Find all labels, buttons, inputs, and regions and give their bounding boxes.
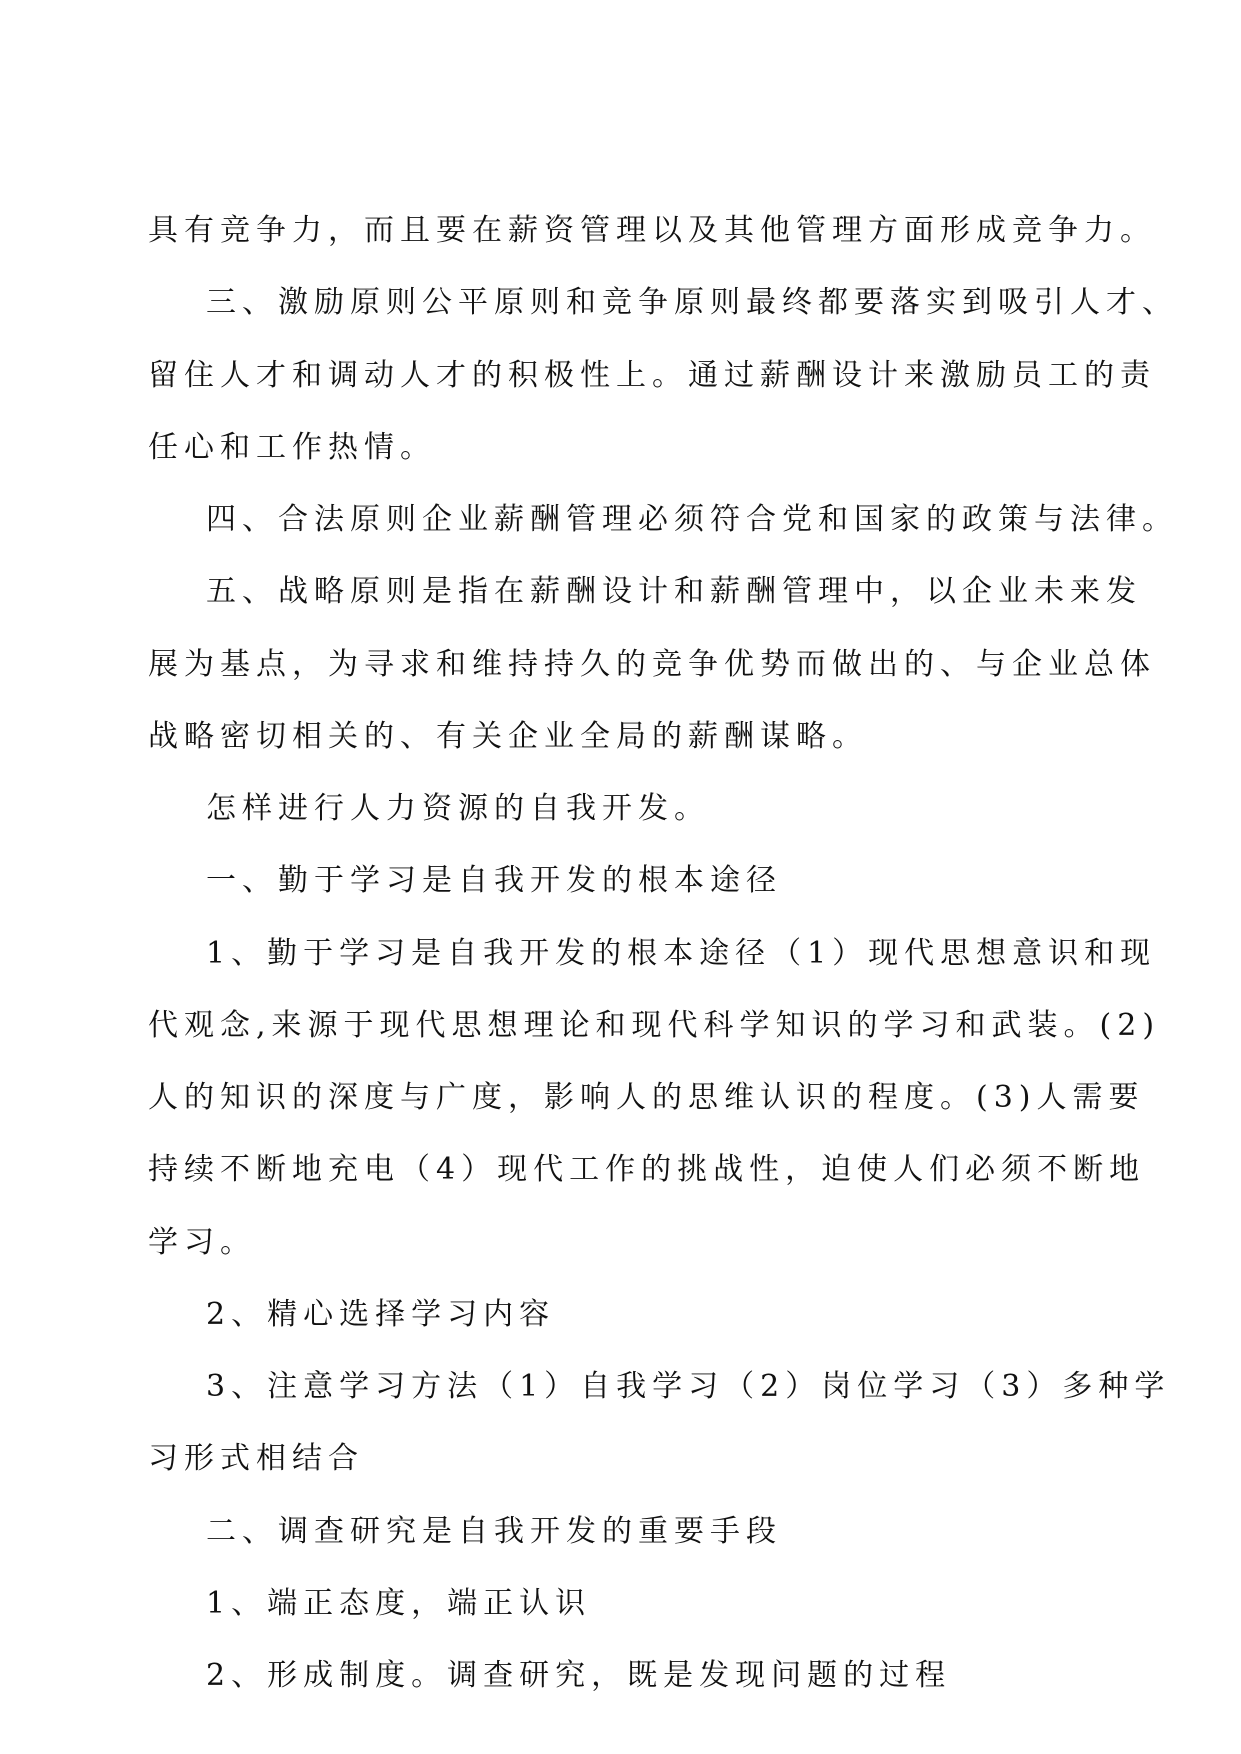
text-line: 1、勤于学习是自我开发的根本途径（1）现代思想意识和现 (206, 936, 1157, 971)
text-line: 留住人才和调动人才的积极性上。通过薪酬设计来激励员工的责 (148, 358, 1156, 393)
text-line: 人的知识的深度与广度，影响人的思维认识的程度。(3)人需要 (148, 1080, 1145, 1115)
text-line: 一、勤于学习是自我开发的根本途径 (206, 863, 782, 898)
text-line: 战略密切相关的、有关企业全局的薪酬谋略。 (148, 719, 868, 754)
text-line: 学习。 (148, 1225, 256, 1260)
text-line: 展为基点，为寻求和维持持久的竞争优势而做出的、与企业总体 (148, 647, 1156, 682)
text-line: 3、注意学习方法（1）自我学习（2）岗位学习（3）多种学 (206, 1369, 1171, 1404)
text-line: 具有竞争力，而且要在薪资管理以及其他管理方面形成竞争力。 (148, 213, 1156, 248)
text-line: 三、激励原则公平原则和竞争原则最终都要落实到吸引人才、 (206, 285, 1178, 320)
text-line: 五、战略原则是指在薪酬设计和薪酬管理中，以企业未来发 (206, 574, 1142, 609)
text-line: 习形式相结合 (148, 1441, 364, 1476)
text-line: 怎样进行人力资源的自我开发。 (206, 791, 710, 826)
text-line: 任心和工作热情。 (148, 430, 436, 465)
text-line: 代观念,来源于现代思想理论和现代科学知识的学习和武装。(2) (148, 1008, 1161, 1043)
text-line: 二、调查研究是自我开发的重要手段 (206, 1514, 782, 1549)
text-line: 持续不断地充电（4）现代工作的挑战性，迫使人们必须不断地 (148, 1152, 1146, 1187)
text-line: 2、形成制度。调查研究，既是发现问题的过程 (206, 1658, 952, 1693)
text-line: 2、精心选择学习内容 (206, 1297, 556, 1332)
text-line: 四、合法原则企业薪酬管理必须符合党和国家的政策与法律。 (206, 502, 1178, 537)
text-line: 1、端正态度，端正认识 (206, 1586, 592, 1621)
